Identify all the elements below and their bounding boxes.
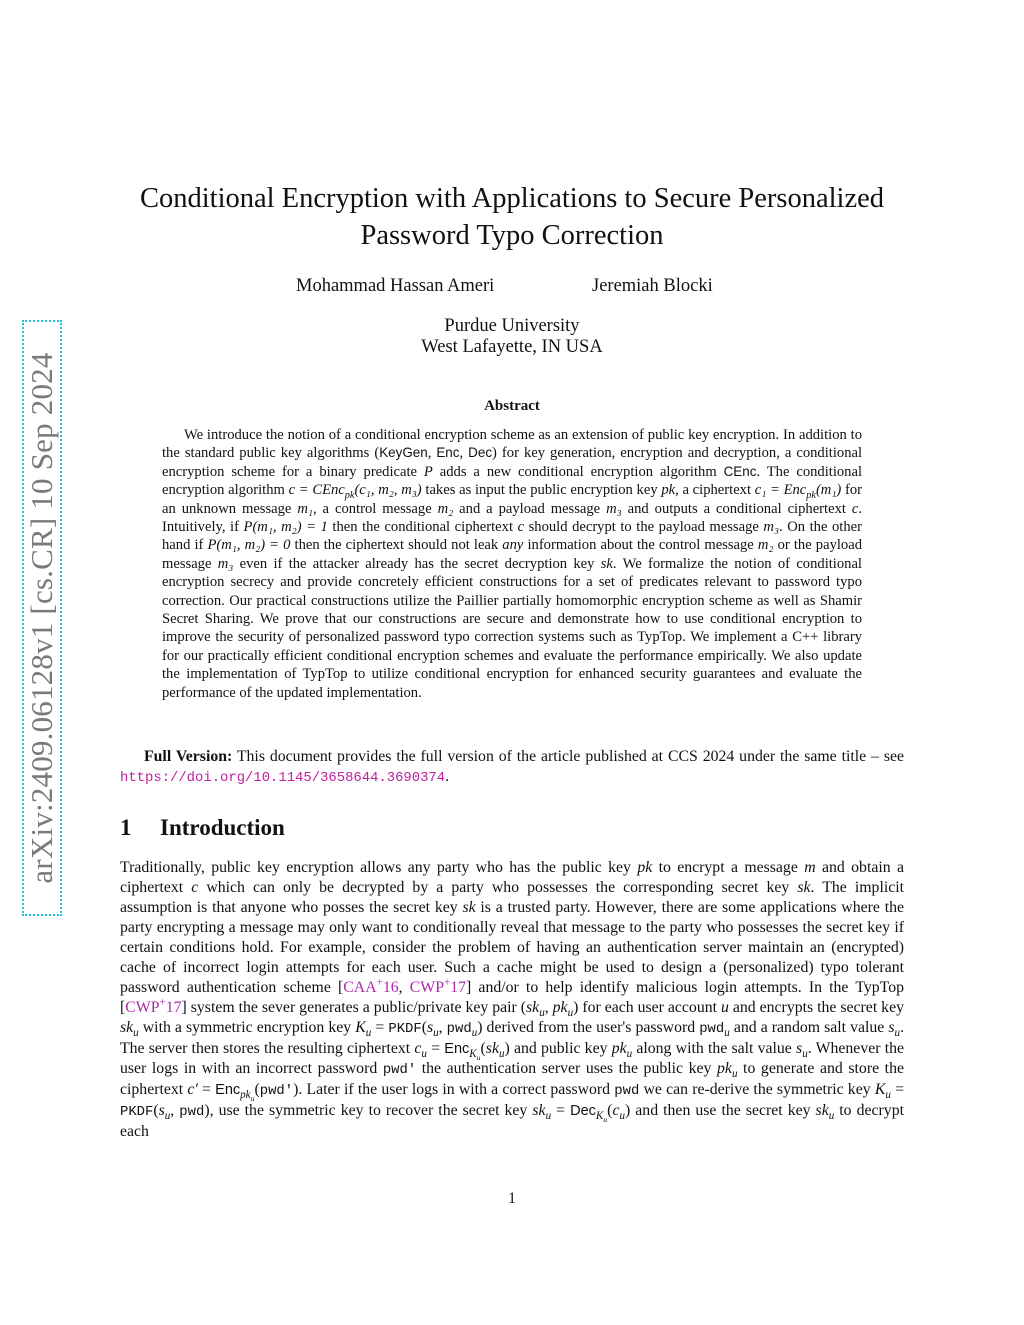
section-heading: [120, 815, 285, 841]
introduction-body: Traditionally, public key encryption allows any party who has the public key pk to encrypt a message m and obtain a ciphertext c which can only be decrypted by a party who possesses the corresponding secret key sk. The implicit assumption is that anyone who posses the secret key sk is a trusted party. However, there are some applications where the party encrypting a message may only want to conditionally reveal that message to the party who possesses the secret key if certain conditions hold. For example, consider the problem of having an authentication server maintain an (encrypted) cache of incorrect login attempts for each user. Such a cache might be used to design a (personalized) typo tolerant password authentication scheme [CAA+16, CWP+17] and/or to help identify malicious login attempts. In the TypTop [CWP+17] system the sever generates a public/private key pair ($sk_u$, $pk_u$) for each user account u and encrypts the secret key $sk_u$ with a symmetric encryption key $K_u$ = $PKDF(s_u$, pwd$_u$) derived from the user's password pwd$_u$ and a random salt value $s_u$. The server then stores the resulting ciphertext $c_u = Enc_{K_u}(sk_u)$ and public key $pk_u$ along with the salt value $s_u$. Whenever the user logs in with an incorrect password pwd′ the authentication server uses the public key $pk_u$ to generate and store the ciphertext c′ = Enc$_{pk_u}$(pwd′). Later if the user logs in with a correct password pwd we can re-derive the symmetric key $K_u$ = $PKDF(s_u$, pwd), use the symmetric key to recover the secret key $sk_u = Dec_{K_u}(c_u)$ and then use the secret key $sk_u$ to decrypt each: [120, 859, 905, 1140]
arxiv-stamp: [22, 320, 62, 916]
full-version-note: Full Version: This document provides the full version of the article published at CCS 2024 under the same title – see https://doi.org/10.1145/3658644.3690374.: [120, 748, 904, 786]
full-version-label: Full Version:: [144, 748, 233, 765]
doi-link[interactable]: https://doi.org/10.1145/3658644.3690374: [120, 770, 446, 786]
affiliation-university: Purdue University: [444, 316, 580, 336]
abstract-body: We introduce the notion of a conditional encryption scheme as an extension of public key encryption. In addition to the standard public key algorithms (KeyGen, Enc, Dec) for key generation, encryption and decryption, a conditional encryption scheme for a binary predicate P adds a new conditional encryption algorithm CEnc. The conditional encryption algorithm c = CEnc$_{pk}$(c₁, m₂, m₃) takes as input the public encryption key pk, a ciphertext c₁ = Enc$_{pk}$(m₁) for an unknown message m₁, a control message m₂ and a payload message m₃ and outputs a conditional ciphertext c. Intuitively, if P(m₁, m₂) = 1 then the conditional ciphertext c should decrypt to the payload message m₃. On the other hand if P(m₁, m₂) = 0 then the ciphertext should not leak any information about the control message m₂ or the payload message m₃ even if the attacker already has the secret decryption key sk. We formalize the notion of conditional encryption secrecy and provide concretely efficient constructions for a set of predicates relevant to password typo correction. Our practical constructions utilize the Paillier partially homomorphic encryption scheme as well as Shamir Secret Sharing. We prove that our constructions are secure and demonstrate how to use conditional encryption to improve the security of personalized password typo correction systems such as TypTop. We implement a C++ library for our practically efficient conditional encryption schemes and evaluate the performance empirically. We also update the implementation of TypTop to utilize conditional encryption for enhanced security guarantees and evaluate the performance of the updated implementation.: [162, 427, 863, 701]
citation-link[interactable]: CWP+17: [125, 996, 182, 1016]
affiliation-location: West Lafayette, IN USA: [421, 337, 603, 357]
author-blocki: Jeremiah Blocki: [592, 276, 713, 296]
section-title: Introduction: [160, 815, 285, 840]
paper-title: Conditional Encryption with Applications to Secure Personalized Password Typo Correction: [139, 183, 885, 251]
author-ameri: Mohammad Hassan Ameri: [296, 276, 495, 296]
citation-link[interactable]: CWP+17: [409, 976, 467, 996]
section-number: 1: [120, 815, 132, 840]
page-number: 1: [508, 1190, 516, 1207]
abstract-heading: Abstract: [484, 398, 540, 414]
citation-link[interactable]: CAA+16: [343, 976, 399, 996]
arxiv-stamp-text: arXiv:2409.06128v1 [cs.CR] 10 Sep 2024: [24, 352, 59, 884]
